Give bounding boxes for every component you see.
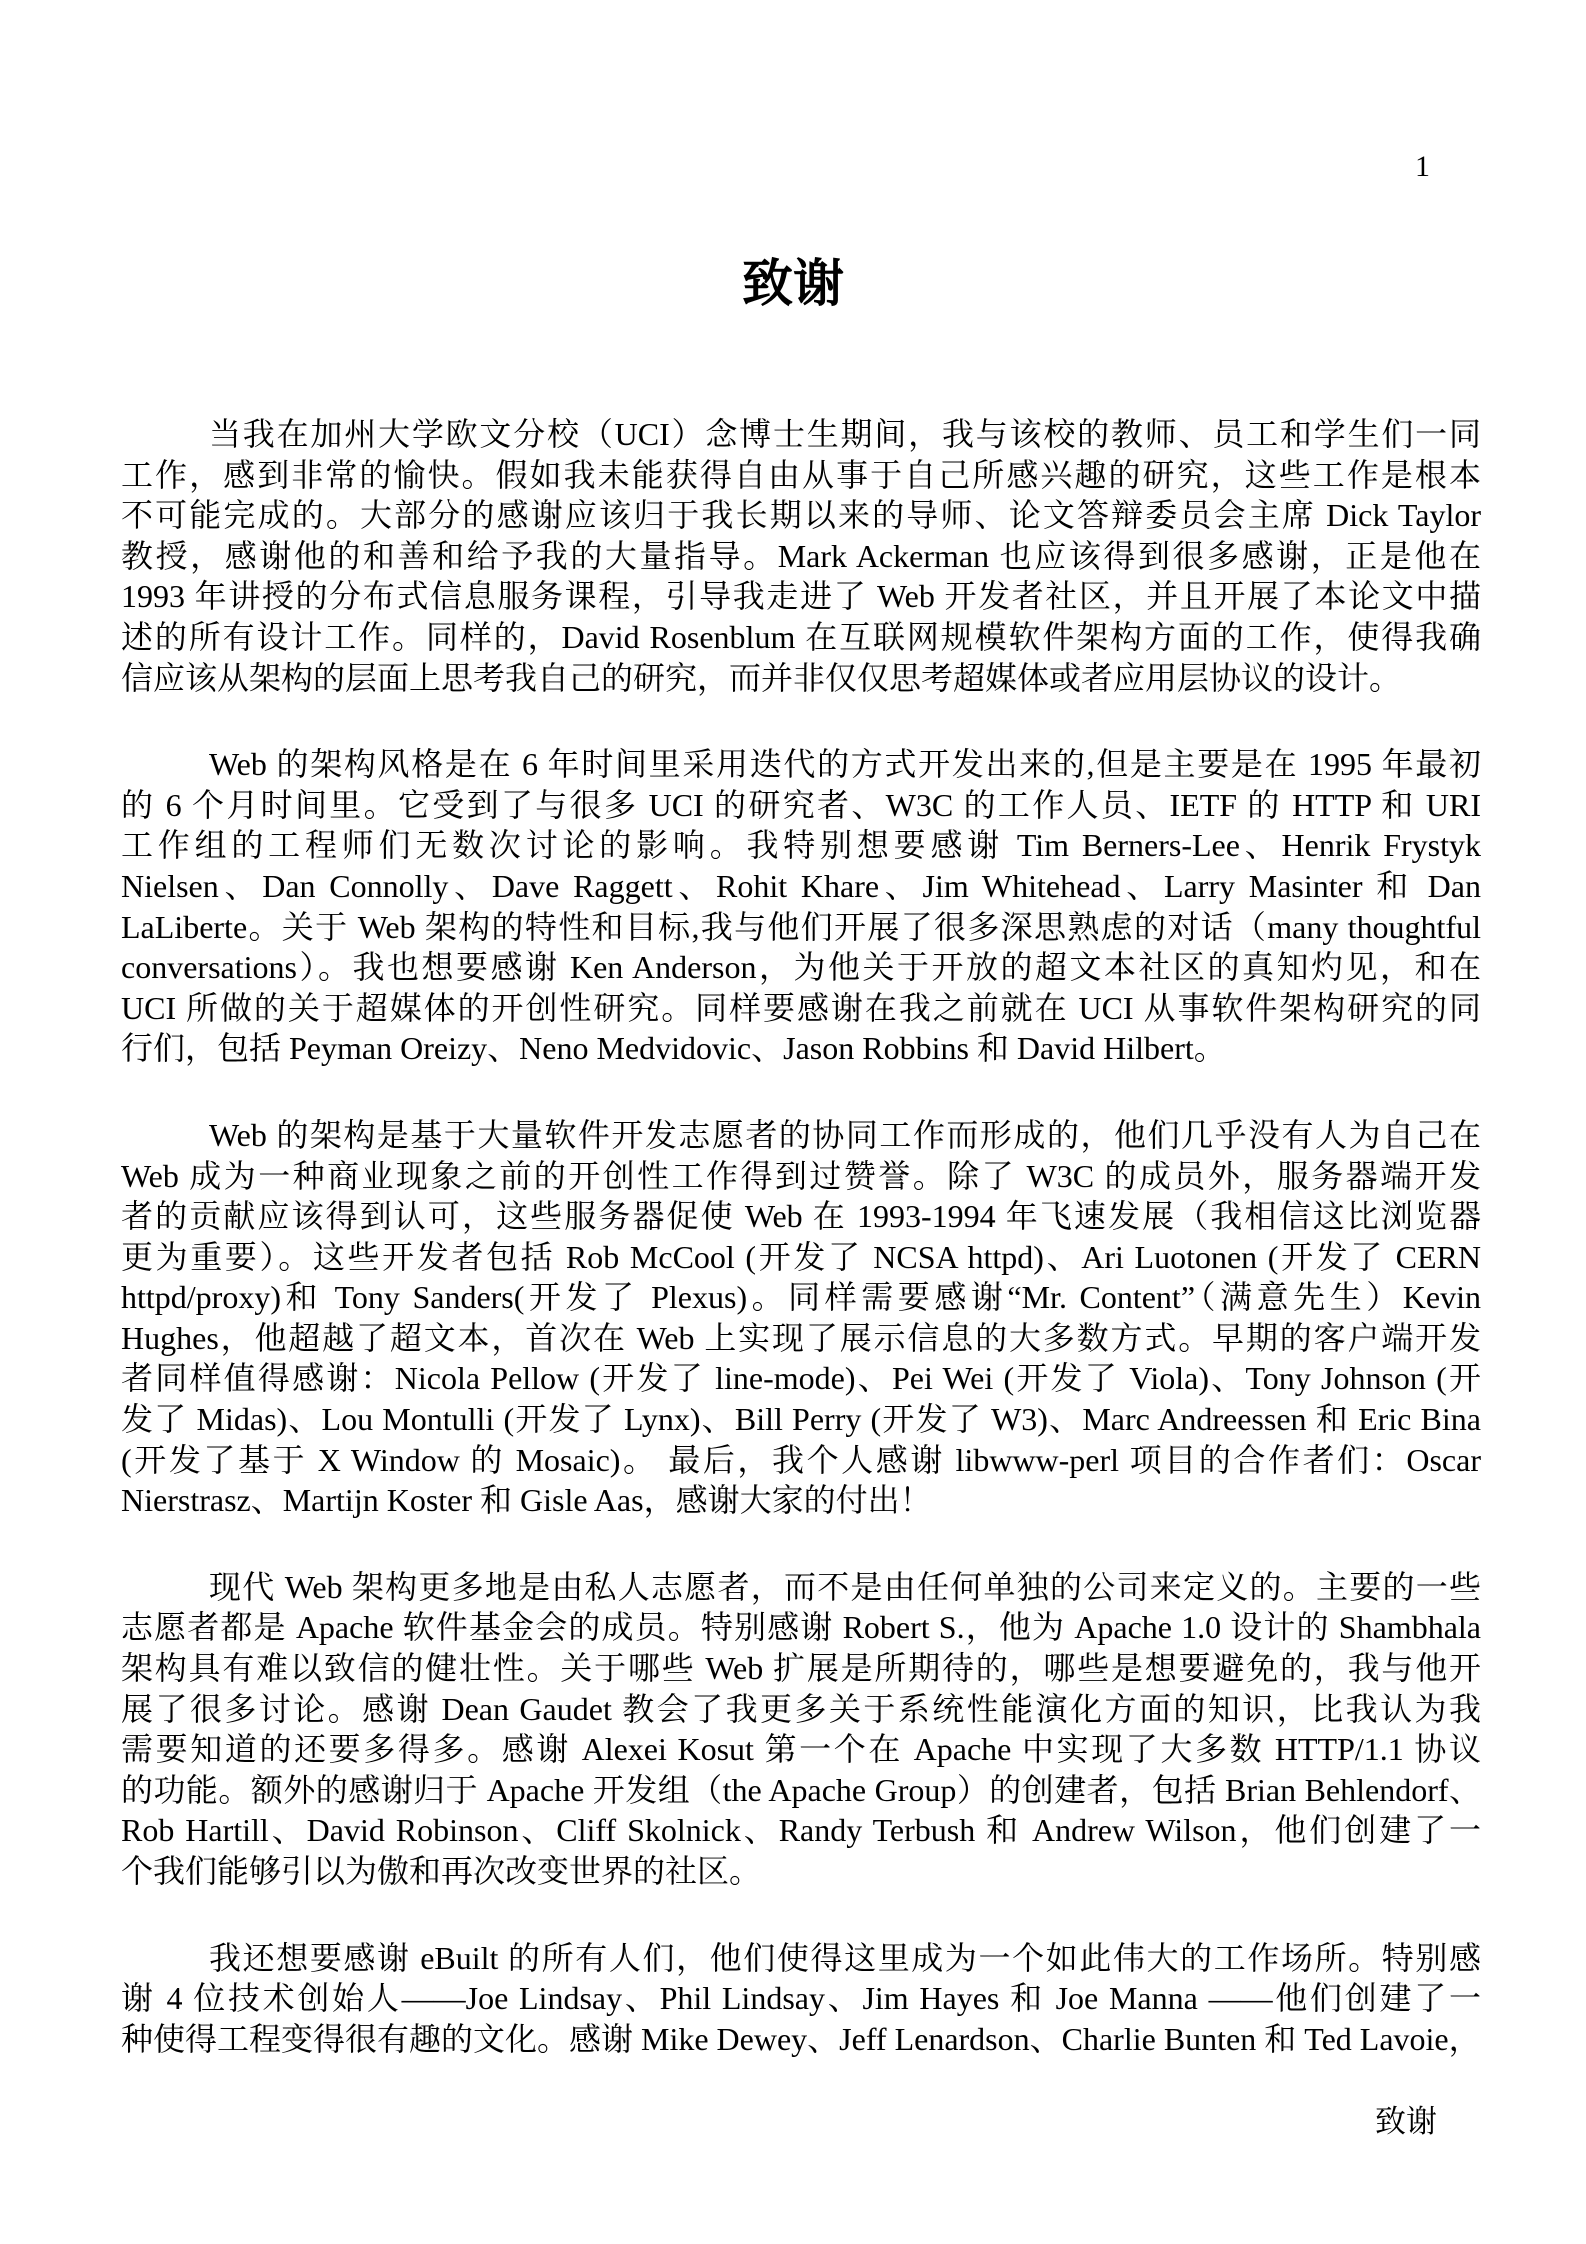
text-line: 种使得工程变得很有趣的文化。感谢 Mike Dewey、Jeff Lenardson、Charlie Bunten 和 Ted Lavoie， [121,2020,1481,2057]
page-footer: 致谢 [1375,2104,1437,2139]
document-body [121,414,1481,2059]
text-line: 当我在加州大学欧文分校（UCI）念博士生期间，我与该校的教师、员工和学生们一同 [209,416,1481,452]
paragraph [121,744,1481,1069]
text-line: 个我们能够引以为傲和再次改变世界的社区。 [121,1853,762,1889]
text-line: 行们，包括 Peyman Oreizy、Neno Medvidovic、Jason Robbins 和 David Hilbert。 [121,1030,1226,1067]
text-line: Rob Hartill、David Robinson、Cliff Skolnick、Randy Terbush 和 Andrew Wilson，他们创建了一 [121,1812,1481,1849]
text-line: 信应该从架构的层面上思考我自己的研究，而并非仅仅思考超媒体或者应用层协议的设计。 [121,659,1402,696]
text-line: 志愿者都是 Apache 软件基金会的成员。特别感谢 Robert S.，他为 Apache 1.0 设计的 Shambhala [121,1609,1481,1646]
paragraph [121,414,1481,698]
text-line: 谢 4 位技术创始人——Joe Lindsay、Phil Lindsay、Jim Hayes 和 Joe Manna ——他们创建了一 [121,1980,1481,2017]
text-line: Nielsen、Dan Connolly、Dave Raggett、Rohit Khare、Jim Whitehead、Larry Masinter 和 Dan [121,867,1481,904]
text-line: 1993 年讲授的分布式信息服务课程，引导我走进了 Web 开发者社区，并且开展了本论文中描 [121,578,1481,615]
text-line: (开发了基于 X Window 的 Mosaic)。 最后，我个人感谢 libwww-perl 项目的合作者们：Oscar [121,1441,1481,1478]
text-line: 的 6 个月时间里。它受到了与很多 UCI 的研究者、W3C 的工作人员、IETF 的 HTTP 和 URI [121,786,1481,823]
text-line: 我还想要感谢 eBuilt 的所有人们，他们使得这里成为一个如此伟大的工作场所。特别感 [209,1939,1481,1976]
paragraph [121,1938,1481,2060]
text-line: httpd/proxy)和 Tony Sanders(开发了 Plexus)。同样需要感谢“Mr. Content”（满意先生）Kevin [121,1279,1481,1316]
page-title: 致谢 [741,257,844,313]
page-number: 1 [1415,150,1430,183]
text-line: LaLiberte。关于 Web 架构的特性和目标,我与他们开展了很多深思熟虑的对话（many thoughtful [121,908,1481,945]
text-line: 教授，感谢他的和善和给予我的大量指导。Mark Ackerman 也应该得到很多感谢，正是他在 [121,537,1481,574]
text-line: 者同样值得感谢：Nicola Pellow (开发了 line-mode)、Pei Wei (开发了 Viola)、Tony Johnson (开 [121,1360,1481,1397]
text-line: 工作，感到非常的愉快。假如我未能获得自由从事于自己所感兴趣的研究，这些工作是根本 [121,456,1481,493]
paragraph [121,1115,1481,1521]
text-line: 者的贡献应该得到认可，这些服务器促使 Web 在 1993-1994 年飞速发展（我相信这比浏览器 [121,1198,1481,1235]
paragraph [121,1567,1481,1892]
text-line: UCI 所做的关于超媒体的开创性研究。同样要感谢在我之前就在 UCI 从事软件架构研究的同 [121,989,1481,1026]
text-line: 更为重要）。这些开发者包括 Rob McCool (开发了 NCSA httpd)、Ari Luotonen (开发了 CERN [121,1238,1481,1275]
text-line: 述的所有设计工作。同样的，David Rosenblum 在互联网规模软件架构方面的工作，使得我确 [121,618,1481,655]
text-line: 需要知道的还要多得多。感谢 Alexei Kosut 第一个在 Apache 中实现了大多数 HTTP/1.1 协议 [121,1731,1481,1768]
text-line: Web 的架构风格是在 6 年时间里采用迭代的方式开发出来的,但是主要是在 1995 年最初 [209,746,1481,783]
text-line: 的功能。额外的感谢归于 Apache 开发组（the Apache Group）的创建者，包括 Brian Behlendorf、 [121,1771,1481,1808]
text-line: Web 的架构是基于大量软件开发志愿者的协同工作而形成的，他们几乎没有人为自己在 [209,1116,1481,1153]
text-line: Web 成为一种商业现象之前的开创性工作得到过赞誉。除了 W3C 的成员外，服务器端开发 [121,1157,1481,1194]
text-line: conversations）。我也想要感谢 Ken Anderson，为他关于开放的超文本社区的真知灼见，和在 [121,949,1481,986]
text-line: 发了 Midas)、Lou Montulli (开发了 Lynx)、Bill Perry (开发了 W3)、Marc Andreessen 和 Eric Bina [121,1401,1481,1438]
text-line: Nierstrasz、Martijn Koster 和 Gisle Aas，感谢大家的付出！ [121,1482,932,1519]
text-line: Hughes，他超越了超文本，首次在 Web 上实现了展示信息的大多数方式。早期的客户端开发 [121,1319,1481,1356]
text-line: 不可能完成的。大部分的感谢应该归于我长期以来的导师、论文答辩委员会主席 Dick Taylor [121,497,1481,534]
text-line: 展了很多讨论。感谢 Dean Gaudet 教会了我更多关于系统性能演化方面的知识，比我认为我 [121,1690,1481,1727]
text-line: 工作组的工程师们无数次讨论的影响。我特别想要感谢 Tim Berners-Lee、Henrik Frystyk [121,827,1481,864]
text-line: 架构具有难以致信的健壮性。关于哪些 Web 扩展是所期待的，哪些是想要避免的，我与他开 [121,1650,1481,1687]
text-line: 现代 Web 架构更多地是由私人志愿者，而不是由任何单独的公司来定义的。主要的一些 [209,1568,1481,1605]
